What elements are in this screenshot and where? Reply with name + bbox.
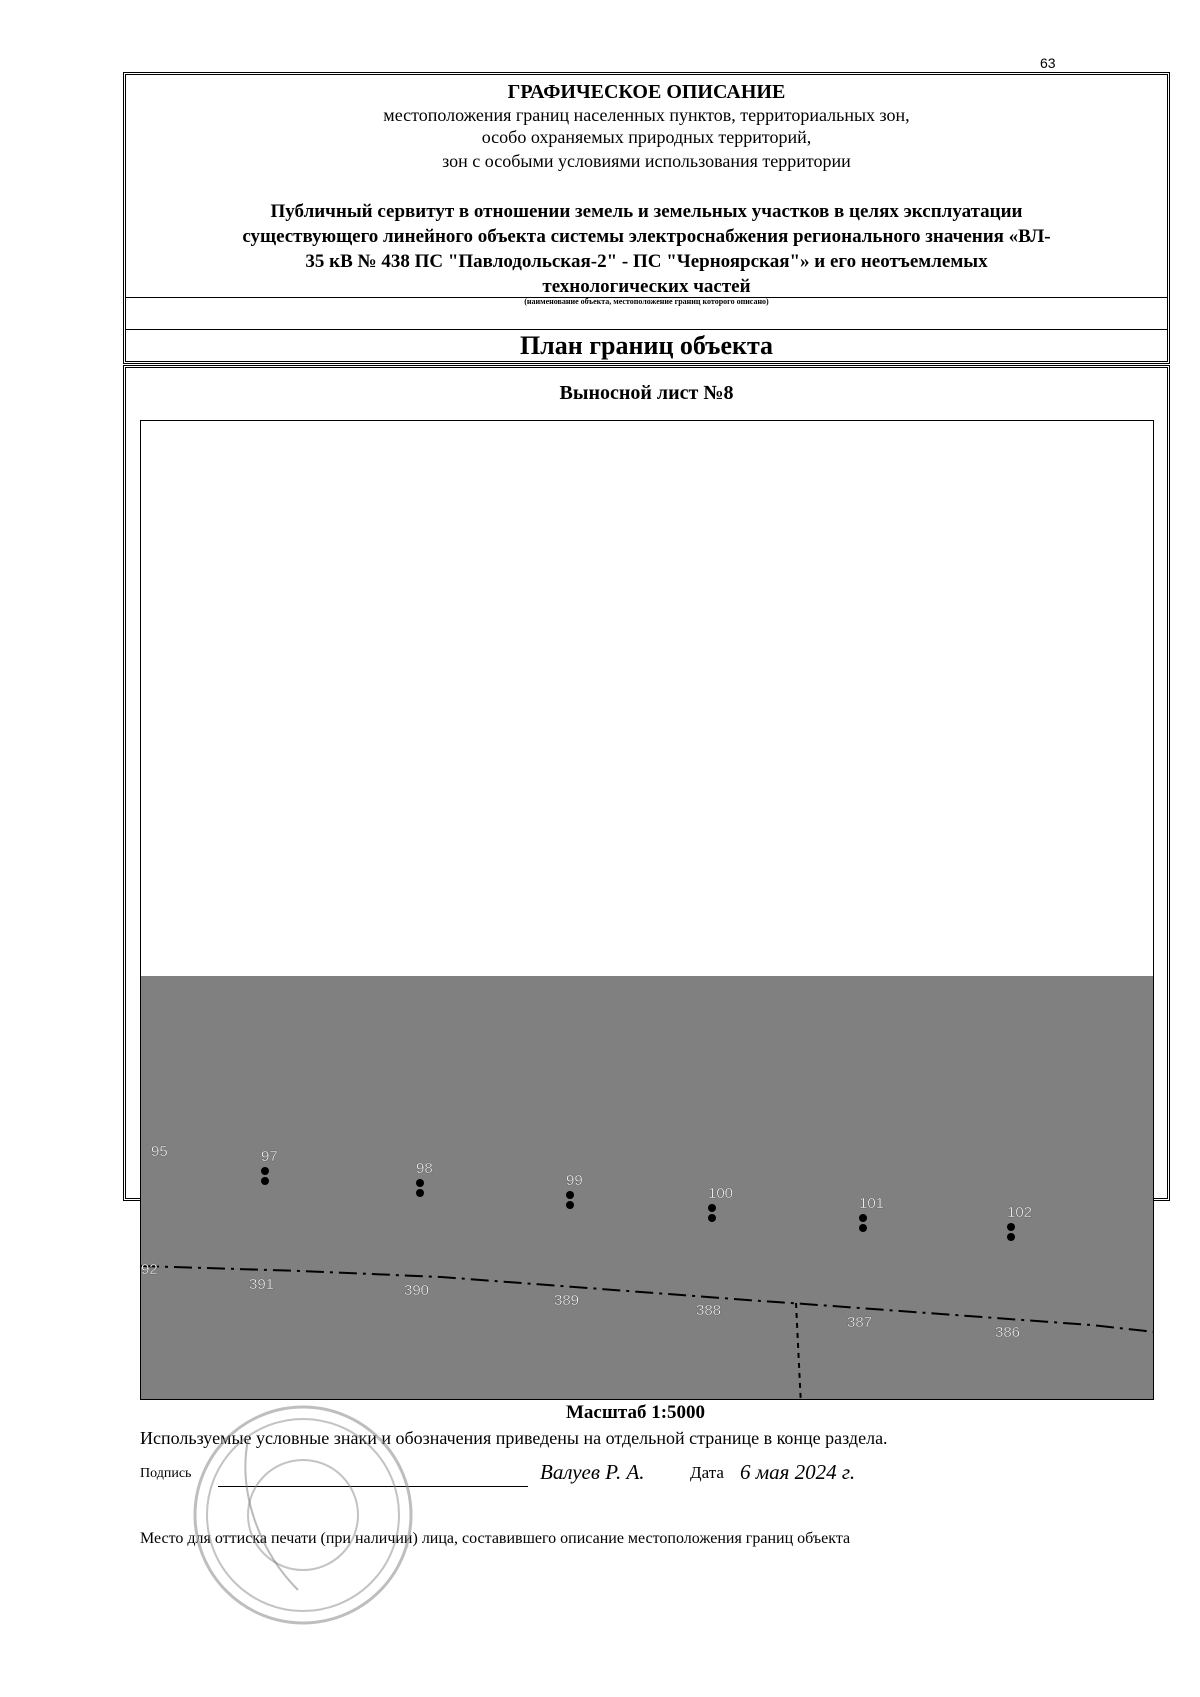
object-line-3: 35 кВ № 438 ПС "Павлодольская-2" - ПС "Черноярская"» и его неотъемлемых [305, 251, 988, 272]
point-label: 101 [859, 1195, 885, 1212]
divider [126, 329, 1167, 330]
point-label: 390 [404, 1282, 430, 1299]
point-label: 391 [249, 1276, 275, 1293]
point-label: 387 [847, 1314, 873, 1331]
boundary-point-marker [708, 1204, 716, 1212]
sheet-title: Выносной лист №8 [559, 382, 734, 404]
date-label: Дата [690, 1463, 724, 1482]
point-label: 97 [261, 1148, 278, 1165]
map-svg [141, 421, 1154, 1400]
signature-line [218, 1486, 528, 1487]
signature-label: Подпись [140, 1466, 192, 1481]
boundary-point-marker [416, 1189, 424, 1197]
subtitle-line-1: местоположения границ населенных пунктов, территориальных зон, [383, 105, 910, 125]
point-label: 95 [151, 1143, 168, 1160]
boundary-map [140, 420, 1154, 1400]
signature-row [140, 1460, 1040, 1490]
signer-name: Валуев Р. А. [540, 1460, 645, 1484]
point-label: 386 [995, 1324, 1021, 1341]
map-scale: Масштаб 1:5000 [566, 1402, 706, 1423]
object-line-1: Публичный сервитут в отношении земель и земельных участков в целях эксплуатации [270, 201, 1023, 222]
point-label: 100 [708, 1185, 734, 1202]
object-caption: (наименование объекта, местоположение границ которого описано) [524, 297, 769, 306]
boundary-point-marker [859, 1224, 867, 1232]
plan-title: План границ объекта [519, 331, 774, 360]
page-number: 63 [1040, 55, 1056, 71]
stamp-note: Место для оттиска печати (при наличии) лица, составившего описание местоположения границ объекта [140, 1530, 851, 1547]
boundary-point-marker [261, 1167, 269, 1175]
document-title: ГРАФИЧЕСКОЕ ОПИСАНИЕ [507, 81, 786, 103]
subtitle-line-3: зон с особыми условиями использования территории [442, 151, 851, 171]
point-label: 102 [1007, 1204, 1033, 1221]
boundary-point-marker [261, 1177, 269, 1185]
boundary-point-marker [416, 1179, 424, 1187]
object-name [156, 199, 1137, 299]
point-label: 92 [141, 1261, 158, 1278]
subtitle-line-2: особо охраняемых природных территорий, [481, 127, 812, 147]
boundary-point-marker [1007, 1223, 1015, 1231]
header-box [123, 72, 1170, 364]
boundary-point-marker [1007, 1233, 1015, 1241]
boundary-point-marker [566, 1191, 574, 1199]
point-label: 389 [554, 1292, 580, 1309]
date-value: 6 мая 2024 г. [740, 1460, 856, 1484]
point-label: 388 [696, 1302, 722, 1319]
point-label: 98 [416, 1160, 433, 1177]
boundary-point-marker [859, 1214, 867, 1222]
boundary-point-marker [566, 1201, 574, 1209]
boundary-point-marker [708, 1214, 716, 1222]
point-label: 99 [566, 1172, 583, 1189]
object-line-4: технологических частей [542, 276, 751, 297]
object-line-2: существующего линейного объекта системы электроснабжения регионального значения «ВЛ- [242, 226, 1051, 247]
legend-note: Используемые условные знаки и обозначения приведены на отдельной странице в конце раздела. [140, 1428, 888, 1448]
